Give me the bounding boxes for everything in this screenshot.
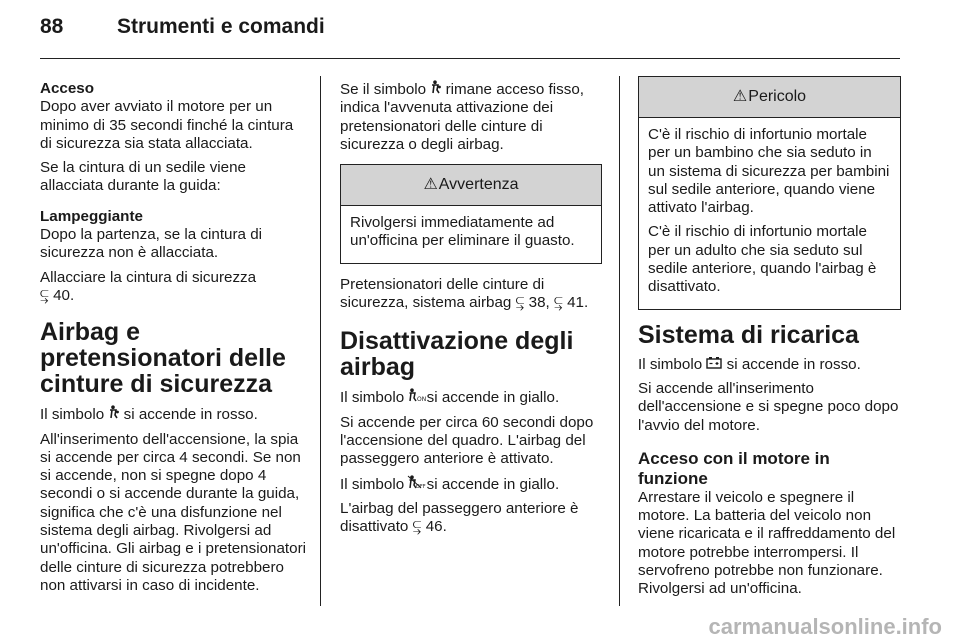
warning-title: Avvertenza (438, 176, 519, 194)
column-divider-1 (320, 76, 321, 606)
svg-text:OFF: OFF (416, 483, 427, 490)
column-3 (638, 70, 901, 605)
col2-p1-text-a: Se il simbolo (340, 81, 427, 98)
col2-paragraph-2: Pretensionatori delle cinture di sicurezza, sistema airbag ⥹ 38, ⥹ 41. (340, 275, 589, 312)
danger-triangle-icon: ⚠ (732, 88, 748, 105)
warning-box-body (341, 206, 601, 263)
acceso-paragraph-1: Dopo aver avviato il motore per un minimo di 35 secondi finché la cintura di sicurezza sia stata allacciata. (40, 98, 294, 152)
acceso-label: Acceso (40, 80, 95, 97)
warning-box (340, 164, 602, 264)
col2-p5-text-b: si accende in giallo. (426, 475, 560, 493)
airbag-symbol-text-a: Il simbolo (40, 406, 105, 424)
airbag-paragraph-2: All'inserimento dell'accensione, la spia si accende per circa 4 secondi. Se non si accende, non si spegne dopo 4 secondi o si accende durante la guida, significa che c'è una disfunzione nel sistema degli airbag. Rivolgersi ad un'officina. Gli airbag e i pretensionatori delle cinture di sicurezza potrebbero non attivarsi in caso di incidente. (40, 430, 307, 594)
page-number: 88 (40, 15, 64, 38)
acceso-motore-heading: Acceso con il motore in funzione (638, 448, 830, 488)
warning-box-header (341, 165, 601, 206)
lampeggiante-page-ref[interactable]: ⥹ 40. (40, 286, 75, 304)
col2-paragraph-6: L'airbag del passeggero anteriore è disattivato ⥹ 46. (340, 499, 579, 536)
danger-paragraph-1: C'è il rischio di infortunio mortale per un bambino che sia seduto in un sistema di sicurezza per bambini sul sedile anteriore, quando viene attivato l'airbag. (648, 126, 890, 217)
col2-p5-text-a: Il simbolo (340, 475, 405, 493)
ricarica-heading: Sistema di ricarica (638, 320, 859, 349)
col3-paragraph-1 (638, 356, 901, 374)
warning-text: Rivolgersi immediatamente ad un'officina per eliminare il guasto. (350, 214, 575, 250)
col2-paragraph-5 (340, 475, 602, 494)
airbag-off-icon (408, 475, 427, 490)
battery-icon (706, 356, 722, 369)
col3-p1-text-b: si accende in rosso. (726, 355, 861, 373)
danger-box (638, 76, 901, 310)
col2-paragraph-4: Si accende per circa 60 secondi dopo l'accensione del quadro. L'airbag del passeggero anteriore è attivato. (340, 413, 594, 468)
col2-paragraph-1 (340, 80, 602, 154)
acceso-paragraph-2: Se la cintura di un sedile viene allacciata durante la guida: (40, 159, 247, 195)
column-2 (340, 80, 602, 542)
airbag-symbol-text-b: si accende in rosso. (123, 406, 258, 424)
airbag-heading: Airbag e pretensionatori delle cinture di sicurezza (40, 318, 286, 399)
danger-title: Pericolo (748, 88, 807, 105)
airbag-on-icon (408, 388, 427, 404)
col2-paragraph-3 (340, 388, 602, 407)
lampeggiante-paragraph-2: Allacciare la cintura di sicurezza (40, 268, 257, 286)
header-divider (40, 58, 900, 59)
svg-text:ON: ON (417, 396, 427, 404)
col2-p3-text-a: Il simbolo (340, 389, 405, 407)
col2-p3-text-b: si accende in giallo. (426, 389, 560, 407)
airbag-person-icon (108, 405, 119, 419)
column-divider-2 (619, 76, 620, 606)
danger-box-body (639, 118, 900, 309)
col3-paragraph-3: Arrestare il veicolo e spegnere il motore. La batteria del veicolo non viene ricaricata e il raffreddamento del motore potrebbe interrompersi. Il servofreno potrebbe non funzionare. Rivolgersi ad un'officina. (638, 488, 896, 598)
watermark: carmanualsonline.info (708, 614, 942, 639)
lampeggiante-label: Lampeggiante (40, 207, 143, 225)
col3-paragraph-2: Si accende all'inserimento dell'accensione e si spegne poco dopo l'avvio del motore. (638, 379, 899, 434)
col2-p1-text-b: rimane acceso fisso, indica l'avvenuta attivazione dei pretensionatori delle cinture di sicurezza o degli airbag. (340, 81, 585, 153)
col3-p1-text-a: Il simbolo (638, 355, 703, 373)
danger-box-header (639, 77, 900, 118)
column-1 (40, 80, 308, 601)
lampeggiante-paragraph-1: Dopo la partenza, se la cintura di sicurezza non è allacciata. (40, 226, 263, 262)
airbag-symbol-paragraph (40, 405, 308, 424)
warning-triangle-icon: ⚠ (423, 176, 438, 194)
airbag-person-icon (430, 80, 441, 94)
disattivazione-heading: Disattivazione degli airbag (340, 327, 574, 382)
danger-paragraph-2: C'è il rischio di infortunio mortale per un adulto che sia seduto sul sedile anteriore, quando l'airbag è disattivato. (648, 223, 877, 296)
page-header-title: Strumenti e comandi (117, 15, 325, 38)
